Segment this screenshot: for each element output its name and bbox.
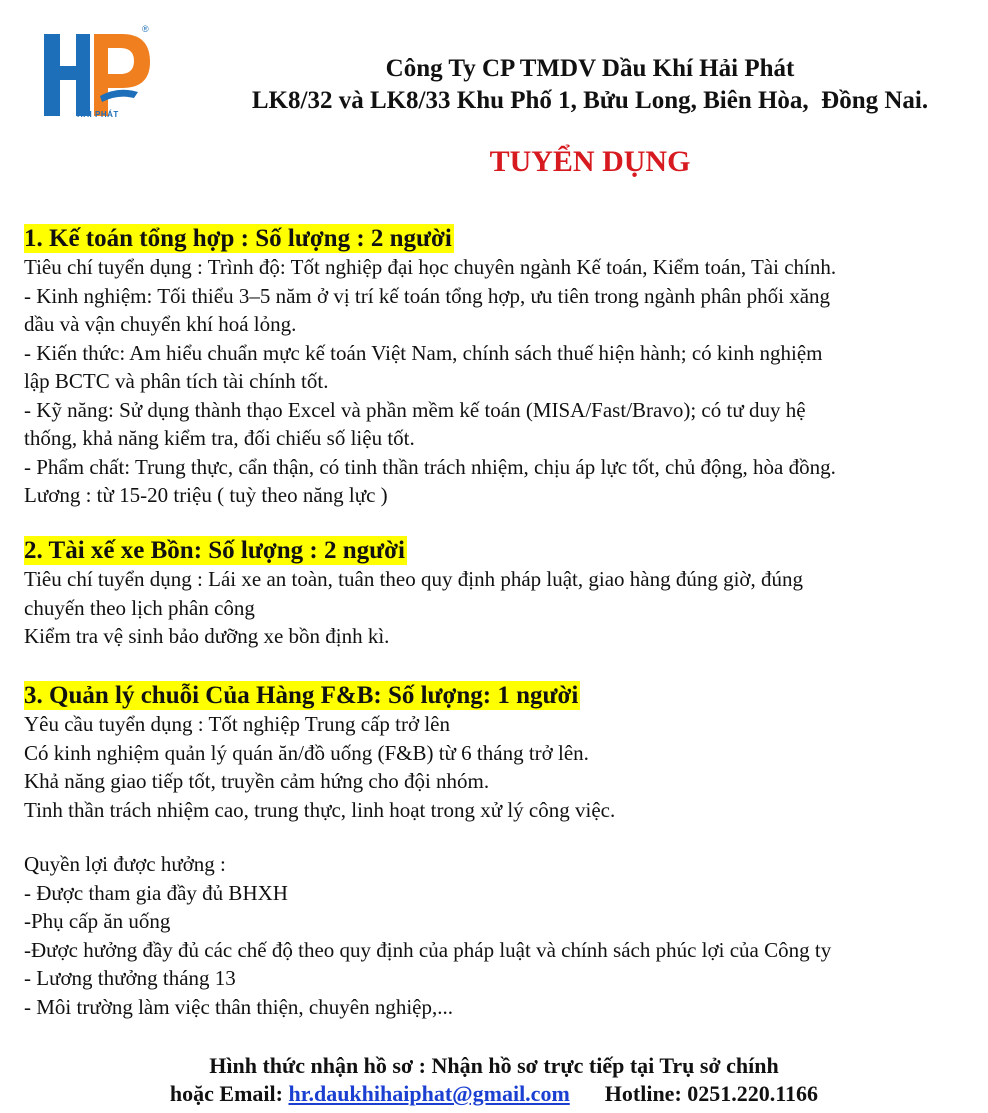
job-line: Khả năng giao tiếp tốt, truyền cảm hứng cho đội nhóm. (24, 769, 490, 793)
job-line: Kiểm tra vệ sinh bảo dưỡng xe bồn định kì. (24, 624, 390, 648)
page-title: TUYỂN DỤNG (489, 145, 691, 178)
email-prefix: hoặc Email: (169, 1081, 283, 1106)
benefit-item: - Được tham gia đầy đủ BHXH (24, 880, 288, 905)
job-line: Tinh thần trách nhiệm cao, trung thực, linh hoạt trong xử lý công việc. (24, 797, 616, 822)
registered-mark: ® (142, 24, 149, 34)
email-link[interactable]: hr.daukhihaiphat@gmail.com (288, 1081, 570, 1106)
job-line: - Kinh nghiệm: Tối thiểu 3–5 năm ở vị trí kế toán tổng hợp, ưu tiên trong ngành phân phối xăng (24, 283, 831, 308)
benefit-item: -Phụ cấp ăn uống (24, 909, 171, 933)
job-heading: 1. Kế toán tổng hợp : Số lượng : 2 người (24, 225, 452, 252)
job-line: - Kỹ năng: Sử dụng thành thạo Excel và phần mềm kế toán (MISA/Fast/Bravo); có tư duy hệ (24, 397, 806, 422)
job-line: Lương : từ 15-20 triệu ( tuỳ theo năng lực ) (24, 483, 388, 507)
job-line: Yêu cầu tuyển dụng : Tốt nghiệp Trung cấp trở lên (24, 712, 450, 736)
job-section-accountant (24, 224, 976, 510)
company-name: Công Ty CP TMDV Dầu Khí Hải Phát (385, 55, 795, 82)
job-section-driver (24, 536, 976, 651)
job-line: Tiêu chí tuyển dụng : Trình độ: Tốt nghiệp đại học chuyên ngành Kế toán, Kiểm toán, Tài chính. (24, 255, 837, 279)
contact-line (0, 1080, 988, 1107)
job-line: thống, khả năng kiểm tra, đối chiếu số liệu tốt. (24, 426, 415, 450)
job-heading: 2. Tài xế xe Bồn: Số lượng : 2 người (24, 537, 405, 564)
job-line: - Phẩm chất: Trung thực, cẩn thận, có tinh thần trách nhiệm, chịu áp lực tốt, chủ động, hòa đồng. (24, 454, 836, 479)
company-address: LK8/32 và LK8/33 Khu Phố 1, Bửu Long, Biên Hòa, Đồng Nai. (251, 87, 929, 114)
job-heading: 3. Quản lý chuỗi Của Hàng F&B: Số lượng: 1 người (24, 682, 579, 709)
job-line: - Kiến thức: Am hiểu chuẩn mực kế toán Việt Nam, chính sách thuế hiện hành; có kinh nghiệm (24, 340, 823, 365)
job-line: dầu và vận chuyển khí hoá lỏng. (24, 312, 297, 336)
application-method: Hình thức nhận hồ sơ : Nhận hồ sơ trực tiếp tại Trụ sở chính (209, 1053, 779, 1078)
benefit-item: - Lương thưởng tháng 13 (24, 966, 236, 990)
job-line: chuyến theo lịch phân công (24, 595, 255, 620)
benefit-item: -Được hưởng đầy đủ các chế độ theo quy định của pháp luật và chính sách phúc lợi của Công ty (24, 937, 832, 962)
job-line: Tiêu chí tuyển dụng : Lái xe an toàn, tuân theo quy định pháp luật, giao hàng đúng giờ, đúng (24, 567, 804, 591)
logo-text: HẢI PHÁT (77, 110, 119, 119)
job-line: lập BCTC và phân tích tài chính tốt. (24, 369, 329, 393)
benefits-title: Quyền lợi được hưởng : (24, 852, 226, 876)
benefit-item: - Môi trường làm việc thân thiện, chuyên nghiệp,... (24, 994, 453, 1019)
benefits-section (24, 850, 976, 1021)
hotline: Hotline: 0251.220.1166 (604, 1081, 819, 1106)
job-section-fnb-manager (24, 681, 976, 824)
company-logo (42, 26, 154, 130)
job-line: Có kinh nghiệm quản lý quán ăn/đồ uống (F&B) từ 6 tháng trở lên. (24, 740, 589, 765)
